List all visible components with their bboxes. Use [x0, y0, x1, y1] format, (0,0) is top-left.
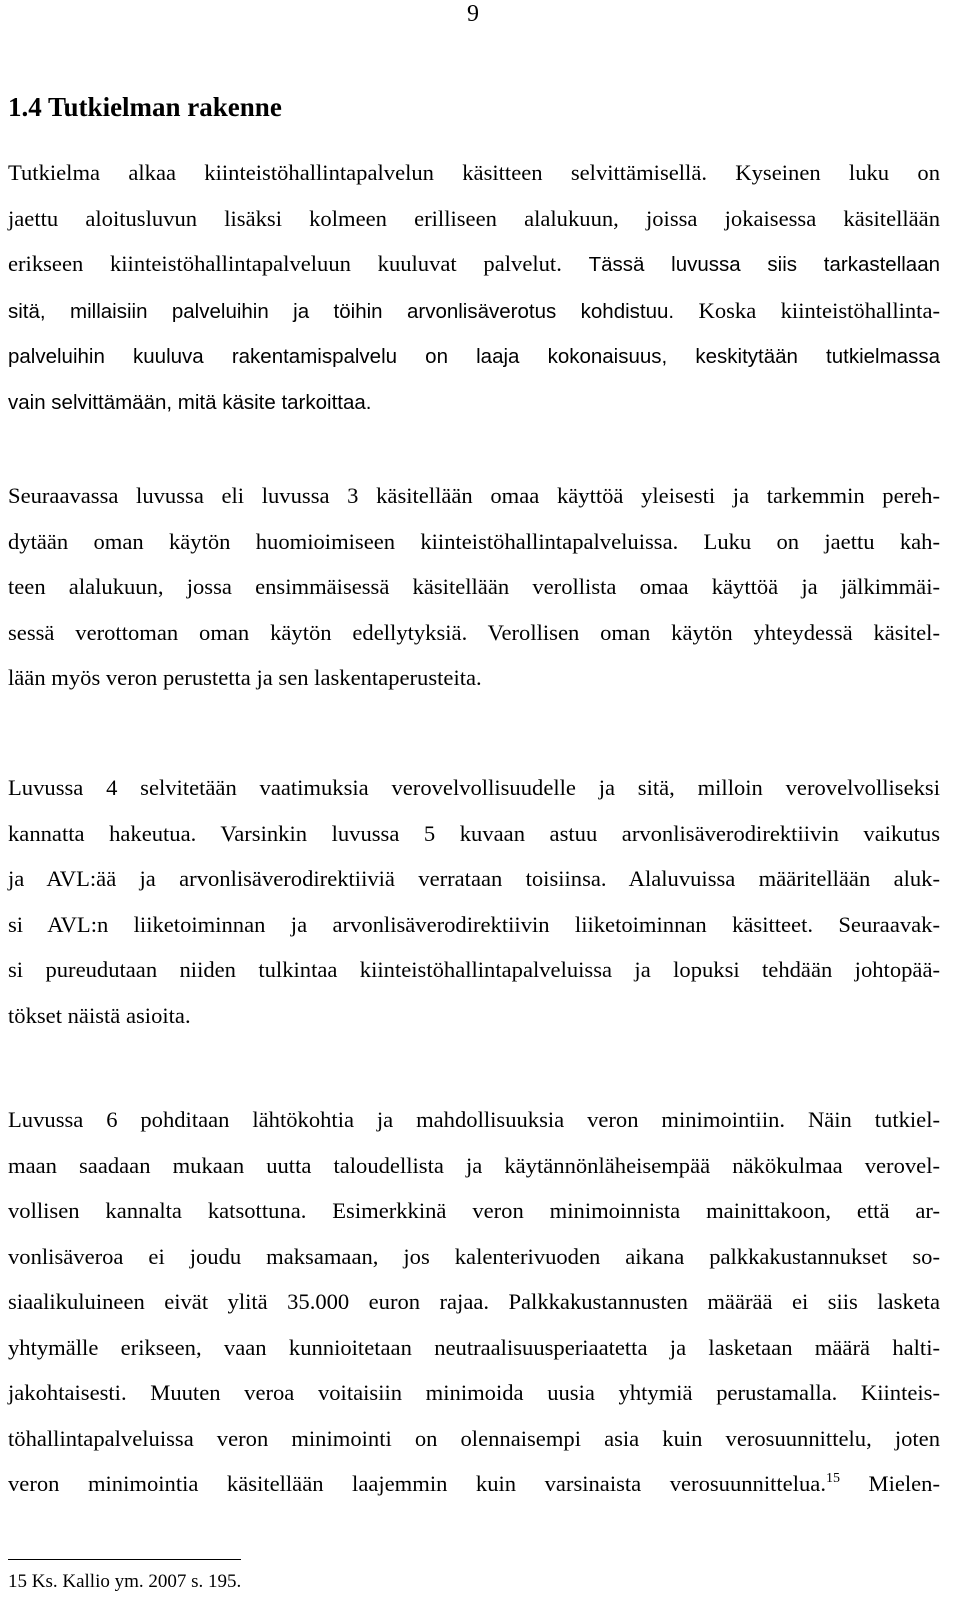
text-line: jakohtaisesti. Muuten veroa voitaisiin minimoida uusia yhtymiä perustamalla. Kiinteis- — [8, 1380, 940, 1405]
footnote: 15 Ks. Kallio ym. 2007 s. 195. — [8, 1571, 242, 1592]
text-line: dytään oman käytön huomioimiseen kiinteistöhallintapalveluissa. Luku on jaettu kah- — [8, 528, 940, 554]
page-number: 9 — [467, 1, 479, 27]
text-line: Luvussa 6 pohditaan lähtökohtia ja mahdollisuuksia veron minimointiin. Näin tutkiel- — [8, 1107, 940, 1132]
text-line: Tutkielma alkaa kiinteistöhallintapalvelun käsitteen selvittämisellä. Kyseinen luku on — [8, 160, 940, 185]
paragraph-3 — [8, 765, 940, 1038]
text-line: sitä, millaisiin palveluihin ja töihin arvonlisäverotus kohdistuu. Koska kiinteistöhallinta- — [8, 297, 940, 323]
text-line: sessä verottoman oman käytön edellytyksiä. Verollisen oman käytön yhteydessä käsitel- — [8, 619, 940, 645]
text-line: veron minimointia käsitellään laajemmin kuin varsinaista verosuunnittelua.$^{15}$ Mielen- — [8, 1471, 941, 1496]
text-line: Luvussa 4 selvitetään vaatimuksia verovelvollisuudelle ja sitä, milloin verovelvolliseksi — [8, 775, 940, 800]
text-line: töhallintapalveluissa veron minimointi on olennaisempi asia kuin verosuunnittelu, joten — [8, 1425, 940, 1451]
text-line: erikseen kiinteistöhallintapalveluun kuuluvat palvelut. Tässä luvussa siis tarkastellaan — [8, 251, 941, 276]
paragraph-1 — [8, 150, 940, 425]
text-line: siaalikuluineen eivät ylitä 35.000 euron rajaa. Palkkakustannusten määrää ei siis lasketa — [8, 1289, 940, 1314]
section-heading: 1.4 Tutkielman rakenne — [8, 92, 282, 122]
text-line: vain selvittämään, mitä käsite tarkoittaa. — [8, 390, 372, 414]
text-line: jaettu aloitusluvun lisäksi kolmeen erilliseen alalukuun, joissa jokaisessa käsitellään — [8, 205, 940, 231]
text-line: yhtymälle erikseen, vaan kunnioitetaan neutraalisuusperiaatetta ja lasketaan määrä halti- — [8, 1334, 940, 1360]
text-line: tökset näistä asioita. — [8, 1002, 191, 1028]
paragraph-4 — [8, 1097, 940, 1507]
text-line: vollisen kannalta katsottuna. Esimerkkinä veron minimoinnista mainittakoon, että ar- — [8, 1198, 940, 1223]
text-line: palveluihin kuuluva rakentamispalvelu on laaja kokonaisuus, keskitytään tutkielmassa — [8, 345, 940, 368]
text-line: vonlisäveroa ei joudu maksamaan, jos kalenterivuoden aikana palkkakustannukset so- — [8, 1243, 940, 1269]
footnote-reference[interactable]: 15 — [825, 1471, 840, 1486]
text-line: kannatta hakeutua. Varsinkin luvussa 5 kuvaan astuu arvonlisäverodirektiivin vaikutus — [8, 820, 940, 846]
footnote-separator — [8, 1559, 241, 1560]
text-line: si AVL:n liiketoiminnan ja arvonlisäverodirektiivin liiketoiminnan käsitteet. Seuraavak- — [8, 911, 940, 937]
text-line: Seuraavassa luvussa eli luvussa 3 käsitellään omaa käyttöä yleisesti ja tarkemmin pereh- — [8, 483, 940, 508]
text-line: ja AVL:ää ja arvonlisäverodirektiiviä verrataan toisiinsa. Alaluvuissa määritellään aluk- — [8, 866, 940, 891]
text-line: lään myös veron perustetta ja sen laskentaperusteita. — [8, 665, 482, 690]
text-line: maan saadaan mukaan uutta taloudellista ja käytännönläheisempää näkökulmaa verovel- — [8, 1152, 940, 1178]
paragraph-2 — [8, 473, 940, 701]
text-line: teen alalukuun, jossa ensimmäisessä käsitellään verollista omaa käyttöä ja jälkimmäi- — [8, 574, 940, 599]
text-line: si pureudutaan niiden tulkintaa kiinteistöhallintapalveluissa ja lopuksi tehdään johtopää- — [8, 957, 940, 982]
